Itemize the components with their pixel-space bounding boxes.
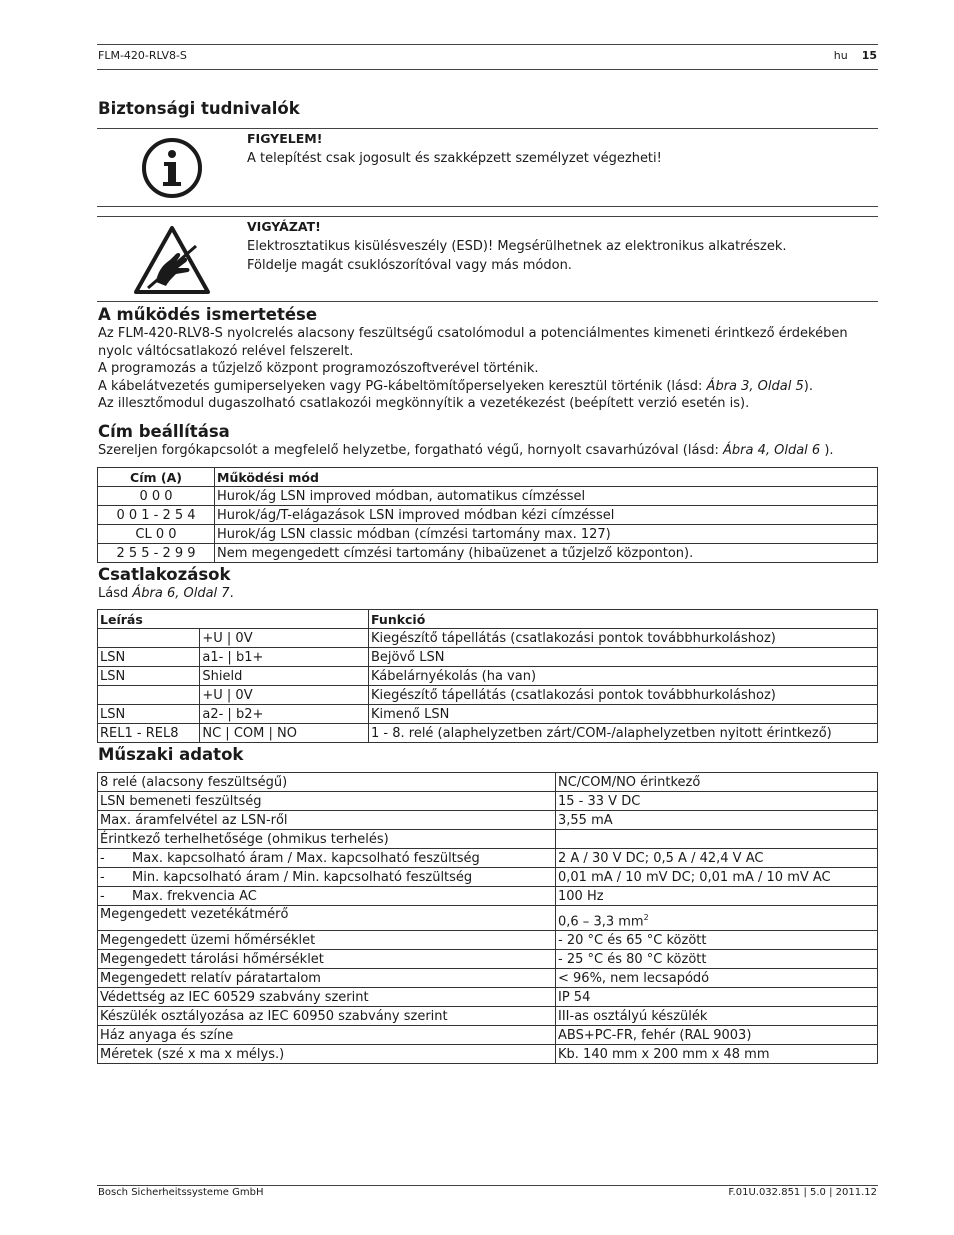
table-cell: - Min. kapcsolható áram / Min. kapcsolható feszültség	[98, 868, 556, 887]
table-row	[98, 988, 878, 1007]
notice-caution	[97, 216, 878, 273]
table-cell: Megengedett vezetékátmérő	[98, 906, 556, 931]
table-cell: Méretek (szé x ma x mélys.)	[98, 1045, 556, 1064]
figure-reference[interactable]: Ábra 6, Oldal 7	[132, 586, 230, 601]
table-cell: Shield	[200, 667, 369, 686]
table-cell: a1- | b1+	[200, 648, 369, 667]
table-cell: CL 0 0	[98, 525, 215, 544]
table-cell: Max. áramfelvétel az LSN-ről	[98, 811, 556, 830]
table-row	[98, 1045, 878, 1064]
address-table	[97, 467, 878, 563]
table-cell: Hurok/ág LSN improved módban, automatikus címzéssel	[215, 487, 878, 506]
table-row	[98, 1026, 878, 1045]
table-row	[98, 849, 878, 868]
table-row	[98, 629, 878, 648]
table-row	[98, 525, 878, 544]
operation-line: A programozás a tűzjelző központ programozószoftverével történik.	[98, 361, 539, 376]
table-cell: III-as osztályú készülék	[556, 1007, 878, 1026]
connections-table	[97, 609, 878, 743]
doc-id: FLM-420-RLV8-S	[98, 49, 187, 62]
operation-line: Az illesztőmodul dugaszolható csatlakozói megkönnyítik a vezetékezést (beépített verzió esetén is).	[98, 396, 750, 411]
table-cell: ABS+PC-FR, fehér (RAL 9003)	[556, 1026, 878, 1045]
table-cell: Kiegészítő tápellátás (csatlakozási pontok továbbhurkoláshoz)	[369, 629, 878, 648]
table-row	[98, 931, 878, 950]
table-row	[98, 487, 878, 506]
table-cell: - Max. kapcsolható áram / Max. kapcsolható feszültség	[98, 849, 556, 868]
table-cell: - 20 °C és 65 °C között	[556, 931, 878, 950]
operation-line: nyolc váltócsatlakozó relével felszerelt.	[98, 343, 354, 359]
table-cell: +U | 0V	[200, 686, 369, 705]
specs-heading: Műszaki adatok	[98, 745, 244, 764]
table-row	[98, 667, 878, 686]
language: hu	[833, 49, 848, 62]
table-cell: Bejövő LSN	[369, 648, 878, 667]
table-cell: 8 relé (alacsony feszültségű)	[98, 773, 556, 792]
column-header: Cím (A)	[98, 468, 215, 487]
table-cell: LSN	[98, 648, 200, 667]
table-row	[98, 830, 878, 849]
notice-warning	[97, 128, 878, 166]
figure-reference[interactable]: Ábra 4, Oldal 6	[722, 443, 821, 458]
header-right	[834, 49, 877, 62]
table-row	[98, 686, 878, 705]
info-icon	[141, 137, 203, 203]
page-footer	[97, 1185, 878, 1198]
header-rule-bottom	[97, 69, 878, 70]
operation-text	[98, 325, 879, 413]
notice-text-line2: Földelje magát csuklószorítóval vagy más módon.	[247, 258, 572, 273]
table-row	[98, 506, 878, 525]
notice-text-line1: Elektrosztatikus kisülésveszély (ESD)! Megsérülhetnek az elektronikus alkatrészek.	[247, 239, 787, 254]
column-header: Működési mód	[215, 468, 878, 487]
address-text: Szereljen forgókapcsolót a megfelelő helyzetbe, forgatható végű, hornyolt csavarhúzóval (lásd: Ábra 4, Oldal 6 ).	[98, 443, 834, 458]
table-row	[98, 906, 878, 931]
column-header: Funkció	[369, 610, 878, 629]
specs-table	[97, 772, 878, 1064]
table-row	[98, 773, 878, 792]
table-row	[98, 724, 878, 743]
notice-title: FIGYELEM!	[247, 131, 323, 146]
table-cell: NC | COM | NO	[200, 724, 369, 743]
figure-reference[interactable]: Ábra 3, Oldal 5	[706, 378, 804, 394]
operation-line: Az FLM-420-RLV8-S nyolcrelés alacsony feszültségű csatolómodul a potenciálmentes kimeneti érintkező érdekében	[98, 326, 848, 341]
table-cell: IP 54	[556, 988, 878, 1007]
footer-company: Bosch Sicherheitssysteme GmbH	[98, 1187, 264, 1198]
column-header: Leírás	[98, 610, 369, 629]
table-cell: 0 0 0	[98, 487, 215, 506]
table-cell: a2- | b2+	[200, 705, 369, 724]
table-cell: - Max. frekvencia AC	[98, 887, 556, 906]
header-rule	[97, 44, 878, 45]
table-row	[98, 868, 878, 887]
table-row	[98, 950, 878, 969]
table-cell	[98, 686, 200, 705]
table-row	[98, 648, 878, 667]
table-cell: Megengedett üzemi hőmérséklet	[98, 931, 556, 950]
table-cell: Ház anyaga és színe	[98, 1026, 556, 1045]
table-cell: Készülék osztályozása az IEC 60950 szabvány szerint	[98, 1007, 556, 1026]
table-cell: 15 - 33 V DC	[556, 792, 878, 811]
table-cell: Érintkező terhelhetősége (ohmikus terhelés)	[98, 830, 556, 849]
table-cell: 2 A / 30 V DC; 0,5 A / 42,4 V AC	[556, 849, 878, 868]
table-cell: LSN bemeneti feszültség	[98, 792, 556, 811]
table-cell: Kábelárnyékolás (ha van)	[369, 667, 878, 686]
table-cell: 0 0 1 - 2 5 4	[98, 506, 215, 525]
operation-heading: A működés ismertetése	[98, 305, 318, 324]
table-row	[98, 1007, 878, 1026]
table-cell: Hurok/ág LSN classic módban (címzési tartomány max. 127)	[215, 525, 878, 544]
safety-heading: Biztonsági tudnivalók	[98, 99, 300, 118]
operation-line: A kábelátvezetés gumiperselyeken vagy PG-kábeltömítőperselyeken keresztül történik (lásd: Ábra 3, Oldal 5).	[98, 378, 813, 394]
table-cell: 2 5 5 - 2 9 9	[98, 544, 215, 563]
page-number: 15	[861, 49, 877, 62]
table-row	[98, 792, 878, 811]
footer-doc-info: F.01U.032.851 | 5.0 | 2011.12	[728, 1187, 877, 1198]
table-cell: 0,01 mA / 10 mV DC; 0,01 mA / 10 mV AC	[556, 868, 878, 887]
table-cell: Megengedett relatív páratartalom	[98, 969, 556, 988]
table-cell: 0,6 – 3,3 $mm^2$	[556, 906, 878, 931]
table-cell: +U | 0V	[200, 629, 369, 648]
table-cell: 100 Hz	[556, 887, 878, 906]
notice-title: VIGYÁZAT!	[247, 219, 321, 234]
connections-heading: Csatlakozások	[98, 565, 231, 584]
table-cell: 1 - 8. relé (alaphelyzetben zárt/COM-/alaphelyzetben nyitott érintkező)	[369, 724, 878, 743]
table-cell: < 96%, nem lecsapódó	[556, 969, 878, 988]
table-cell: Védettség az IEC 60529 szabvány szerint	[98, 988, 556, 1007]
table-row	[98, 811, 878, 830]
address-heading: Cím beállítása	[98, 422, 230, 441]
table-cell: NC/COM/NO érintkező	[556, 773, 878, 792]
esd-warning-icon	[132, 224, 212, 300]
table-row	[98, 887, 878, 906]
table-cell: REL1 - REL8	[98, 724, 200, 743]
table-cell: Kimenő LSN	[369, 705, 878, 724]
table-cell	[98, 629, 200, 648]
table-cell	[556, 830, 878, 849]
table-row	[98, 705, 878, 724]
table-cell: LSN	[98, 667, 200, 686]
table-cell: - 25 °C és 80 °C között	[556, 950, 878, 969]
table-cell: Hurok/ág/T-elágazások LSN improved módban kézi címzéssel	[215, 506, 878, 525]
table-cell: 3,55 mA	[556, 811, 878, 830]
notice-text: A telepítést csak jogosult és szakképzett személyzet végezheti!	[247, 151, 662, 166]
table-cell: LSN	[98, 705, 200, 724]
table-cell: Megengedett tárolási hőmérséklet	[98, 950, 556, 969]
table-row	[98, 969, 878, 988]
table-cell: Nem megengedett címzési tartomány (hibaüzenet a tűzjelző központon).	[215, 544, 878, 563]
connections-reference: Lásd Ábra 6, Oldal 7.	[98, 586, 234, 601]
table-row	[98, 544, 878, 563]
table-cell: Kb. 140 mm x 200 mm x 48 mm	[556, 1045, 878, 1064]
table-cell: Kiegészítő tápellátás (csatlakozási pontok továbbhurkoláshoz)	[369, 686, 878, 705]
